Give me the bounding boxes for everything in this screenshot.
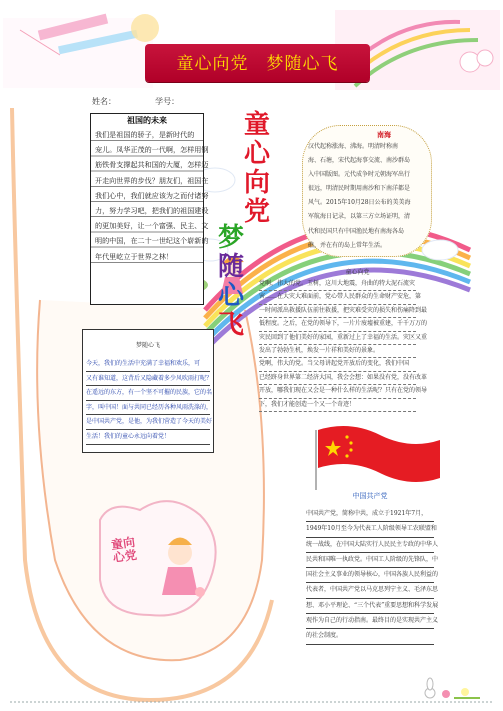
class-label: 学号：: [155, 97, 180, 106]
text-line: 害……在大灾大难面前，党心带人民群众的生命财产安危，第: [259, 291, 416, 304]
vertical-char: 飞: [218, 310, 245, 340]
nanhai-text: [308, 140, 430, 253]
text-line: 又有谁知道，这背后又隐藏着多少风吹雨打呢？: [86, 372, 210, 387]
text-line: 汉代起称涨海、沸海。明清时称南: [308, 143, 399, 150]
text-line: 明的中国，在二十一世纪这个崭新的: [95, 236, 209, 246]
vertical-char: 向: [244, 168, 271, 198]
text-line: 已经跻身世界第二经济大国，我会会想：如果没有党，没有改革: [259, 372, 416, 385]
vertical-char: 梦: [218, 223, 245, 253]
text-line: 统一战线，在中国大陆实行人民民主专政的中华人: [306, 538, 434, 553]
text-line: 党啊，伟大的党。当父母讲起党开放后的变化，我们中国: [259, 358, 416, 371]
party-text: [306, 507, 439, 645]
text-line: 开走向世界的步伐？朋友们，祖国在: [95, 175, 209, 185]
vertical-char: 心: [218, 281, 245, 311]
name-label: 姓名：: [92, 97, 116, 106]
text-line: 年代里屹立于世界之林！: [95, 251, 174, 261]
text-line: 发出了勃勃生机，焕发一片祥和美好的景象。: [259, 345, 416, 358]
dream-box: [82, 329, 214, 453]
text-line: 礁，并在有的岛上常年生活。: [308, 241, 387, 249]
text-line: 军航海日记录，以第三方立场证明，清: [308, 213, 411, 221]
party-section: [306, 491, 439, 645]
text-line: 筋铁骨支撑起共和国的大厦，怎样迈: [95, 160, 209, 170]
vertical-title-2: [218, 224, 248, 340]
text-line: 民共和国唯一执政党。中国工人阶级的先锋队，中: [306, 553, 434, 568]
text-line: 开放，哪我们现在又会是一种什么样的生活呢？只有在党的领导: [259, 385, 416, 398]
text-line: 灾民回到了他们美好的家园，重新过上了幸福的生活。灾区又重: [259, 332, 416, 345]
text-line: 海、石塘，宋代起海事交流、南沙群岛: [308, 157, 411, 165]
vertical-title-1: [244, 111, 274, 227]
text-line: 想、邓小平理论、“三个代表”重要思想和科学发展: [306, 599, 434, 614]
text-line: 力，努力学习吧，把我们的祖国建设: [95, 206, 209, 216]
dream-text: [83, 357, 213, 445]
vertical-char: 随: [218, 252, 245, 282]
text-line: 的更加美好，让一个富强、民主、文: [95, 221, 209, 231]
nanhai-title: 南海: [377, 130, 391, 139]
text-line: 我们心中，我们就应该为之而付诸努: [95, 190, 209, 200]
text-line: 下，我们才能创造一个又一个奇迹！: [259, 399, 416, 412]
dream-title: 梦随心飞: [135, 342, 160, 349]
text-line: 风气。2015年10月28日公布的美美海: [308, 199, 411, 207]
text-line: 宠儿。凤华正茂的一代啊，怎样用钢: [95, 145, 209, 155]
text-line: 1949年10月至今为代表工人阶级领导工农联盟和: [306, 522, 434, 537]
text-line: 低程度。之后，在党的领导下，一片片废墟被重建，千千万万的: [259, 318, 416, 331]
text-line: 在遥远的东方，有一个坚不可摧的民族，它的名: [86, 386, 210, 401]
motherland-title: 祖国的未来: [127, 115, 167, 125]
heart-party-section: [259, 267, 428, 412]
vertical-char: 心: [244, 139, 271, 169]
text-line: 很远，明清民时期用南沙和下南洋都是: [308, 185, 411, 193]
motherland-text: [91, 126, 209, 264]
text-line: 一时间派出救援队伍前往救援，把灾难受灾的损失和伤痛降到最: [259, 305, 416, 318]
text-line: 生活！我们的童心永远向着党！: [86, 430, 210, 445]
text-line: 中国共产党，简称中共，成立于1921年7月，: [306, 507, 434, 522]
text-line: 今天，我们的生活中充满了幸福和欢乐，可: [86, 357, 210, 372]
text-line: 党啊，伟大的党。玉树，这川大地震，舟曲的特大泥石流灾: [259, 278, 416, 291]
heart-party-text: [259, 278, 428, 412]
text-line: 入中国版图。元代成争时元朝海军出行: [308, 171, 411, 179]
nanhai-section: [308, 130, 430, 253]
china-flag-icon: [316, 426, 440, 490]
bunny-flowers-decoration: [425, 678, 480, 698]
text-line: 国社会主义事业的领导核心，中国各族人民利益的: [306, 568, 434, 583]
vertical-char: 童: [244, 110, 271, 140]
page-title: 童心向党 梦随心飞: [176, 54, 339, 74]
text-line: 观作为自己的行动指南。最终目的是实现共产主义: [306, 614, 434, 629]
sticker-text: 童向心党: [110, 534, 138, 565]
party-title: 中国共产党: [352, 492, 388, 500]
heart-party-title: 童心向党: [345, 269, 370, 276]
motherland-box: [90, 113, 209, 305]
text-line: 代和民国只有中国渔民地有南海各岛: [308, 227, 405, 235]
text-line: 是中国共产党，是他，为我们营造了今天的美好: [86, 415, 210, 430]
text-line: 代表者，中国共产党以马克思列宁主义、毛泽东思: [306, 583, 434, 598]
top-left-pencil-decoration: [3, 14, 159, 88]
text-line: 字，叫中国！面与共同已经历各种风雨洗涤的，: [86, 401, 210, 416]
vertical-char: 党: [244, 197, 271, 227]
text-line: 我们是祖国的骄子，是新时代的: [95, 130, 195, 139]
name-row: [92, 96, 179, 107]
text-line: 的社会制度。: [306, 629, 434, 644]
